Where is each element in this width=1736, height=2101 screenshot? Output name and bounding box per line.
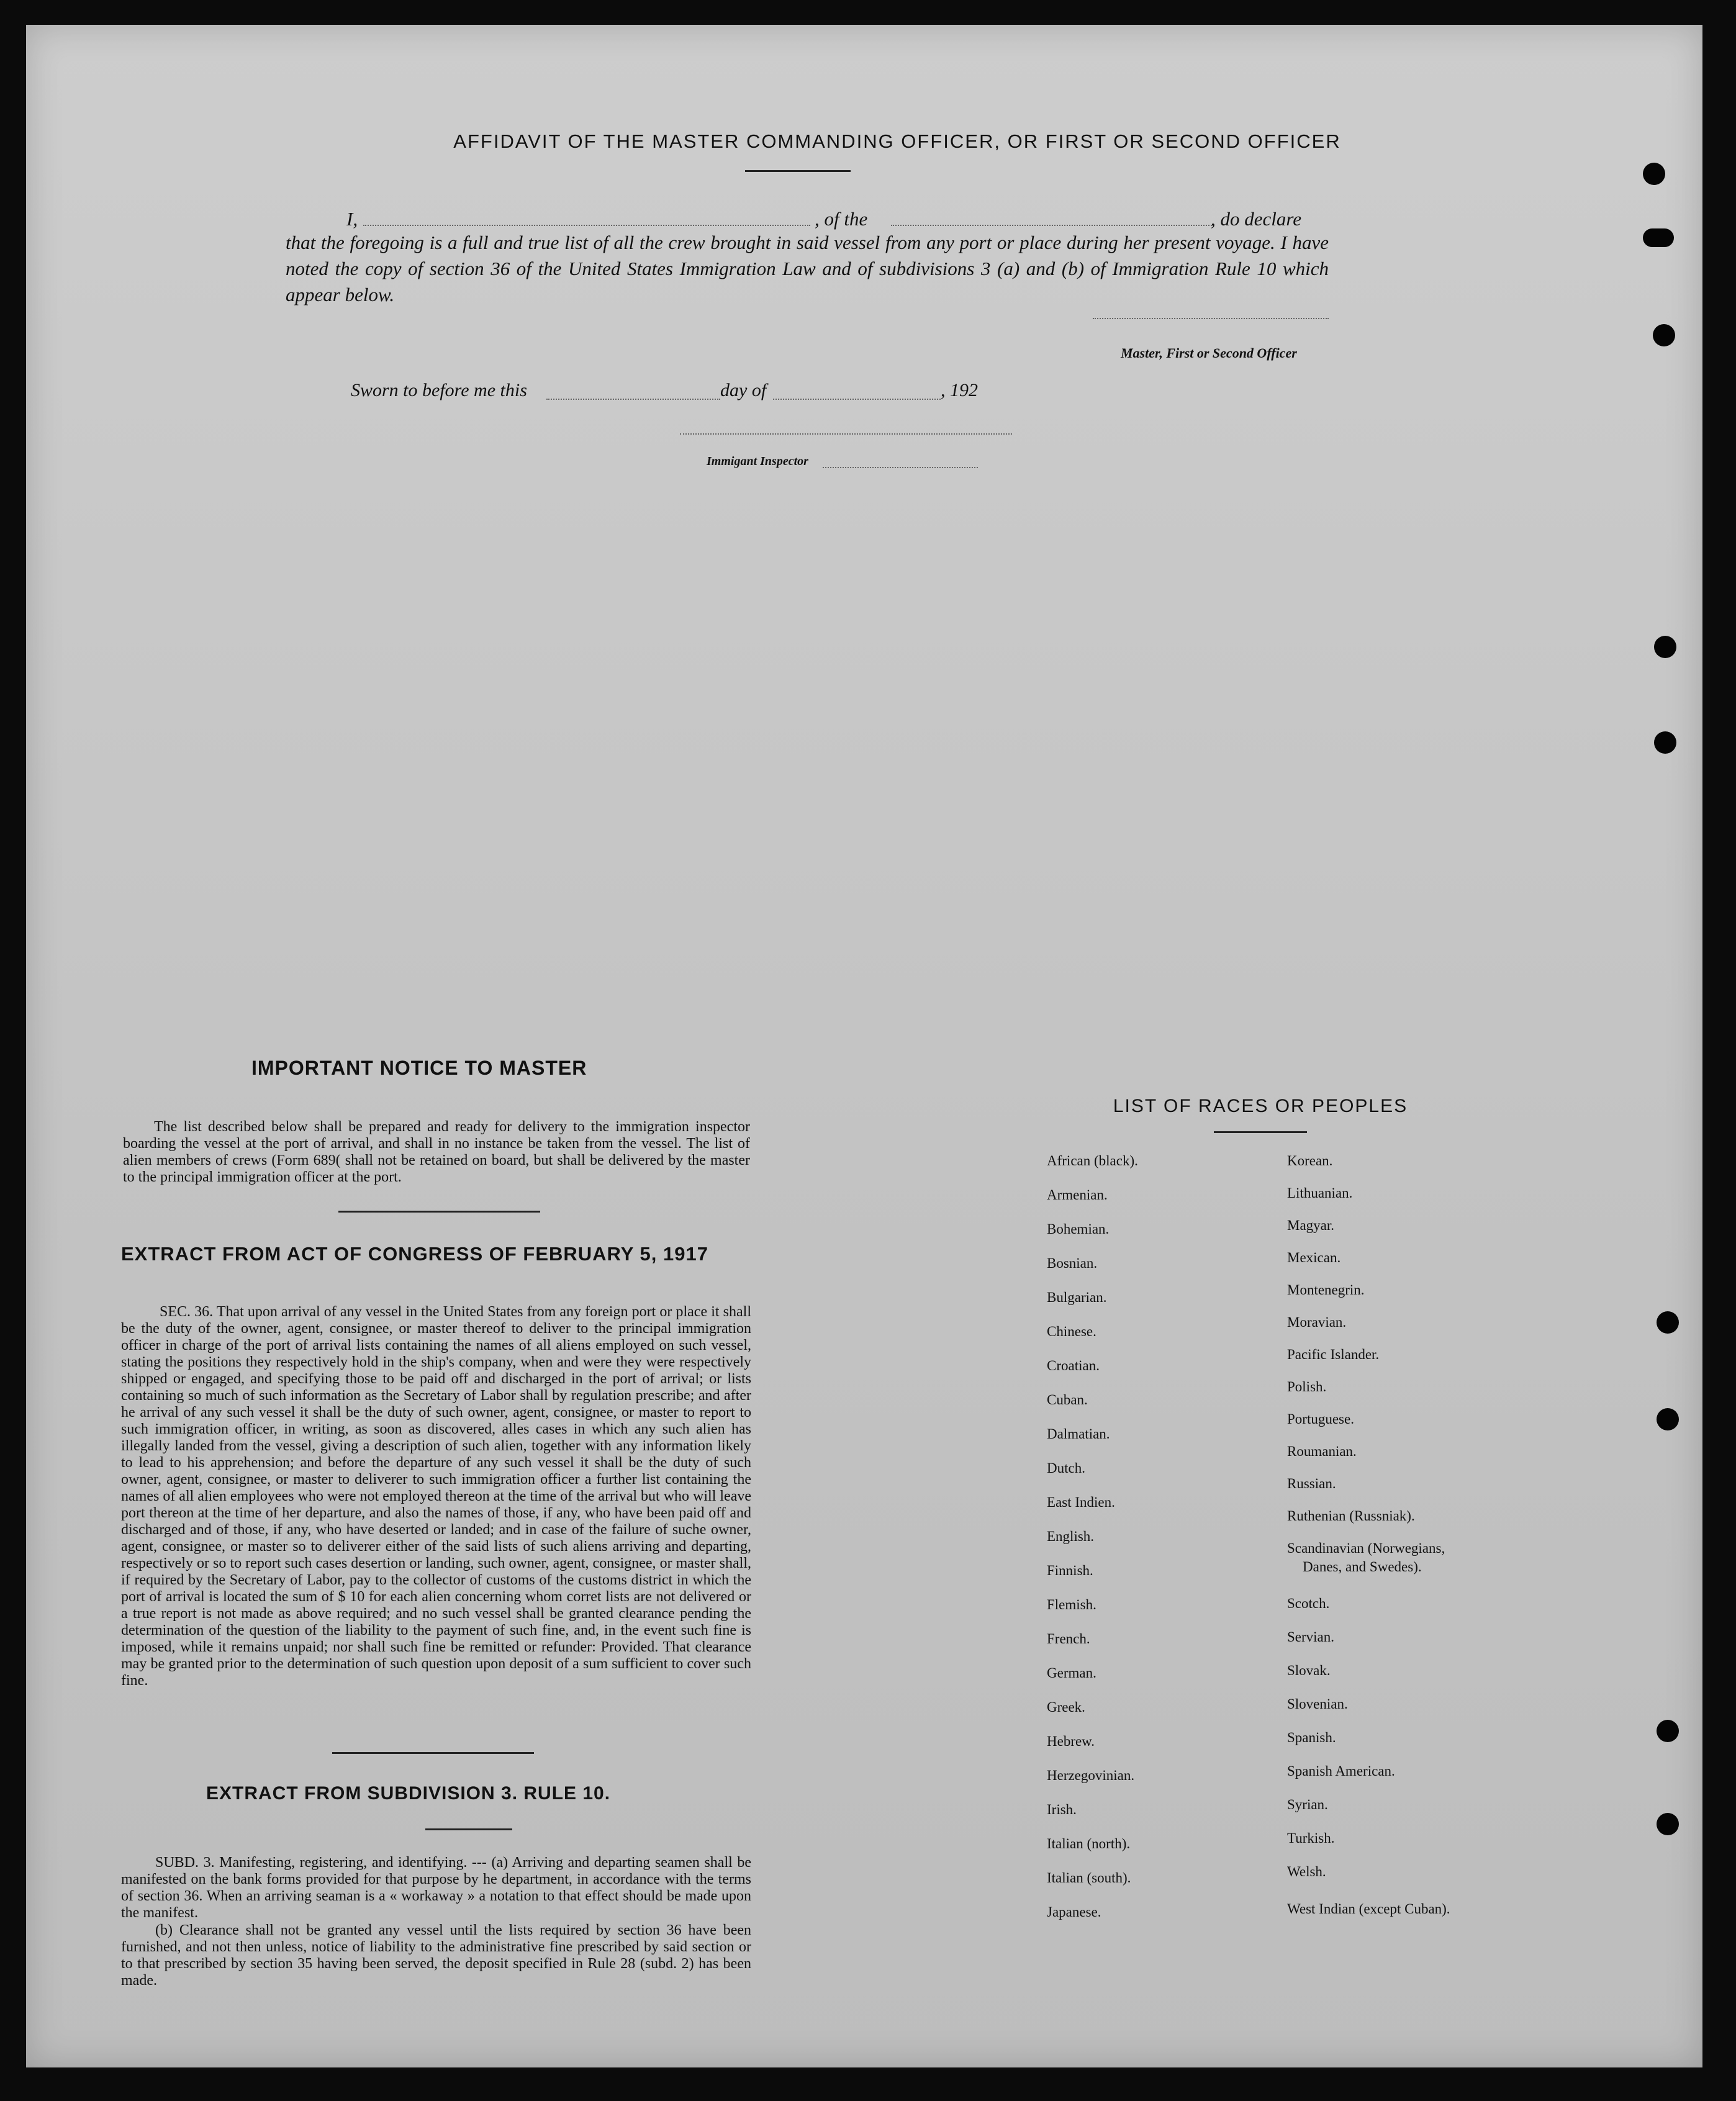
race-item: Mexican. xyxy=(1287,1250,1341,1265)
race-item: Hebrew. xyxy=(1047,1733,1095,1749)
race-item: Ruthenian (Russniak). xyxy=(1287,1508,1415,1524)
inspector-label: Immigant Inspector xyxy=(707,454,808,468)
signature-label: Master, First or Second Officer xyxy=(1121,345,1297,361)
rule-title: EXTRACT FROM SUBDIVISION 3. RULE 10. xyxy=(206,1783,611,1804)
affidavit-line1-of: , of the xyxy=(815,208,868,230)
races-title: LIST OF RACES OR PEOPLES xyxy=(1113,1096,1408,1116)
binder-hole xyxy=(1653,324,1675,346)
race-item: Welsh. xyxy=(1287,1864,1326,1879)
race-item: Korean. xyxy=(1287,1153,1333,1168)
title-rule xyxy=(745,170,851,172)
race-item: Dutch. xyxy=(1047,1460,1085,1476)
race-item: Danes, and Swedes). xyxy=(1303,1559,1422,1575)
binder-hole xyxy=(1643,163,1665,185)
act-rule xyxy=(332,1752,534,1754)
affidavit-body: that the foregoing is a full and true list of all the crew brought in said vessel from any port or place during her present voyage. I have noted the copy of section 36 of the United States Immigration Law and of subdivisions 3 (a) and (b) of Immigration Rule 10 which appear below. xyxy=(286,232,1329,305)
notice-title: IMPORTANT NOTICE TO MASTER xyxy=(251,1057,587,1079)
race-item: Servian. xyxy=(1287,1629,1335,1645)
binder-hole xyxy=(1657,1311,1679,1334)
race-item: Scandinavian (Norwegians, xyxy=(1287,1540,1445,1556)
race-item: Croatian. xyxy=(1047,1358,1100,1373)
race-item: Lithuanian. xyxy=(1287,1185,1353,1201)
name-blank xyxy=(363,225,810,226)
race-item: Armenian. xyxy=(1047,1187,1108,1203)
race-item: Finnish. xyxy=(1047,1563,1093,1578)
race-item: Bosnian. xyxy=(1047,1255,1098,1271)
signature-blank xyxy=(1093,318,1329,319)
sworn-dayof: day of xyxy=(720,380,767,400)
race-item: Spanish American. xyxy=(1287,1763,1395,1779)
vessel-blank xyxy=(891,225,1214,226)
race-item: German. xyxy=(1047,1665,1096,1681)
race-item: Polish. xyxy=(1287,1379,1327,1394)
notice-rule xyxy=(338,1211,540,1213)
race-item: Japanese. xyxy=(1047,1904,1101,1920)
sworn-day-blank xyxy=(546,399,720,400)
race-item: Greek. xyxy=(1047,1699,1085,1715)
race-item: Syrian. xyxy=(1287,1797,1328,1812)
race-item: French. xyxy=(1047,1631,1090,1647)
race-item: Italian (south). xyxy=(1047,1870,1131,1886)
race-item: Bohemian. xyxy=(1047,1221,1110,1237)
race-item: Irish. xyxy=(1047,1802,1077,1817)
rule-body-a: SUBD. 3. Manifesting, registering, and identifying. --- (a) Arriving and departing seamen shall be manifested on the bank forms provided for that purpose by he department, in accordance with the terms of section 36. When an arriving seaman is a « workaway » a notation to that effect should be made upon the manifest. xyxy=(121,1855,751,1921)
race-item: African (black). xyxy=(1047,1153,1138,1168)
race-item: West Indian (except Cuban). xyxy=(1287,1901,1450,1917)
act-title: EXTRACT FROM ACT OF CONGRESS OF FEBRUARY 5, 1917 xyxy=(121,1243,708,1265)
binder-hole xyxy=(1657,1720,1679,1742)
race-item: Magyar. xyxy=(1287,1218,1335,1233)
binder-hole xyxy=(1657,1813,1679,1835)
race-item: Scotch. xyxy=(1287,1596,1330,1611)
race-item: Russian. xyxy=(1287,1476,1336,1491)
race-item: Chinese. xyxy=(1047,1324,1096,1339)
sworn-month-blank xyxy=(773,399,941,400)
inspector-tail xyxy=(823,467,978,468)
race-item: Italian (north). xyxy=(1047,1836,1131,1851)
race-item: Roumanian. xyxy=(1287,1444,1357,1459)
binder-hole xyxy=(1654,731,1676,754)
race-item: Slovenian. xyxy=(1287,1696,1348,1712)
rule-rule xyxy=(425,1828,512,1830)
race-item: Moravian. xyxy=(1287,1314,1347,1330)
affidavit-line1-i: I, xyxy=(346,208,358,230)
race-item: Bulgarian. xyxy=(1047,1290,1107,1305)
race-item: English. xyxy=(1047,1529,1095,1544)
race-item: East Indien. xyxy=(1047,1494,1115,1510)
sworn-text: Sworn to before me this xyxy=(351,380,527,400)
race-item: Pacific Islander. xyxy=(1287,1347,1380,1362)
race-item: Spanish. xyxy=(1287,1730,1336,1745)
affidavit-line1-declare: , do declare xyxy=(1211,208,1302,230)
binder-hole xyxy=(1654,636,1676,658)
race-item: Dalmatian. xyxy=(1047,1426,1110,1442)
race-item: Flemish. xyxy=(1047,1597,1096,1612)
races-rule xyxy=(1214,1131,1307,1133)
notice-body: The list described below shall be prepared and ready for delivery to the immigration inspector boarding the vessel at the port of arrival, and shall in no instance be taken from the vessel. The list of alien members of crews (Form 689( shall not be retained on board, but shall be delivered by the master to the principal immigration officer at the port. xyxy=(123,1119,750,1185)
sworn-year: , 192 xyxy=(941,380,978,400)
affidavit-title: AFFIDAVIT OF THE MASTER COMMANDING OFFICER, OR FIRST OR SECOND OFFICER xyxy=(453,130,1341,152)
inspector-blank xyxy=(680,433,1012,435)
binder-hole xyxy=(1657,1408,1679,1430)
race-item: Montenegrin. xyxy=(1287,1282,1365,1298)
rule-body-b: (b) Clearance shall not be granted any vessel until the lists required by section 36 have been furnished, and not then unless, notice of liability to the administrative fine prescribed by said section or to that prescribed by section 35 having been served, the deposit specified in Rule 28 (subd. 2) has been made. xyxy=(121,1922,751,1989)
paper-sheet xyxy=(26,25,1702,2067)
race-item: Turkish. xyxy=(1287,1830,1335,1846)
race-item: Cuban. xyxy=(1047,1392,1088,1407)
binder-hole xyxy=(1643,228,1674,247)
race-item: Herzegovinian. xyxy=(1047,1768,1135,1783)
race-item: Slovak. xyxy=(1287,1663,1331,1678)
act-body: SEC. 36. That upon arrival of any vessel in the United States from any foreign port or place it shall be the duty of the owner, agent, consignee, or master thereof to deliver to the principal immigration officer in charge of the port of arrival lists containing the names of all aliens employed on such vessel, stating the positions they respectively hold in the ship's company, when and were they were respectively shipped or engaged, and specifying those to be paid off and discharged in the port of arrival; or lists containing so much of such information as the Secretary of Labor shall by regulation prescribe; and after he arrival of any such vessel it shall be the duty of such owner, agent, consignee, or master to report to such immigration officer, in writing, as soon as discovered, alles cases in which any such alien has illegally landed from the vessel, giving a description of such alien, together with any information likely to lead to his apprehension; and before the departure of any such vessel it shall be the duty of such owner, agent, consignee, or master to deliverer to such immigration officer a further list containing the names of all alien employees who were not employed thereon at the time of the arrival but who will leave port thereon at the time of her departure, and also the names of those, if any, who have been paid off and discharged and of those, if any, who have deserted or landed; and in case of the failure of suche owner, agent, consignee, or master so to deliverer either of the said lists of such aliens arriving and departing, respectively or so to report such cases desertion or landing, such owner, agent, consignee, or master shall, if required by the Secretary of Labor, pay to the collector of customs of the customs district in which the port of arrival is located the sum of $ 10 for each alien concerning whom corret lists are not delivered or a true report is not made as above required; and no such vessel shall be granted clearance pending the determination of the question of the liability to the payment of such fine, and, in the event such fine is imposed, while it remains unpaid; nor shall such fine be remitted or refunder: Provided. That clearance may be granted prior to the determination of such question upon deposit of a sum sufficient to cover such fine. xyxy=(121,1304,751,1689)
race-item: Portuguese. xyxy=(1287,1411,1354,1427)
